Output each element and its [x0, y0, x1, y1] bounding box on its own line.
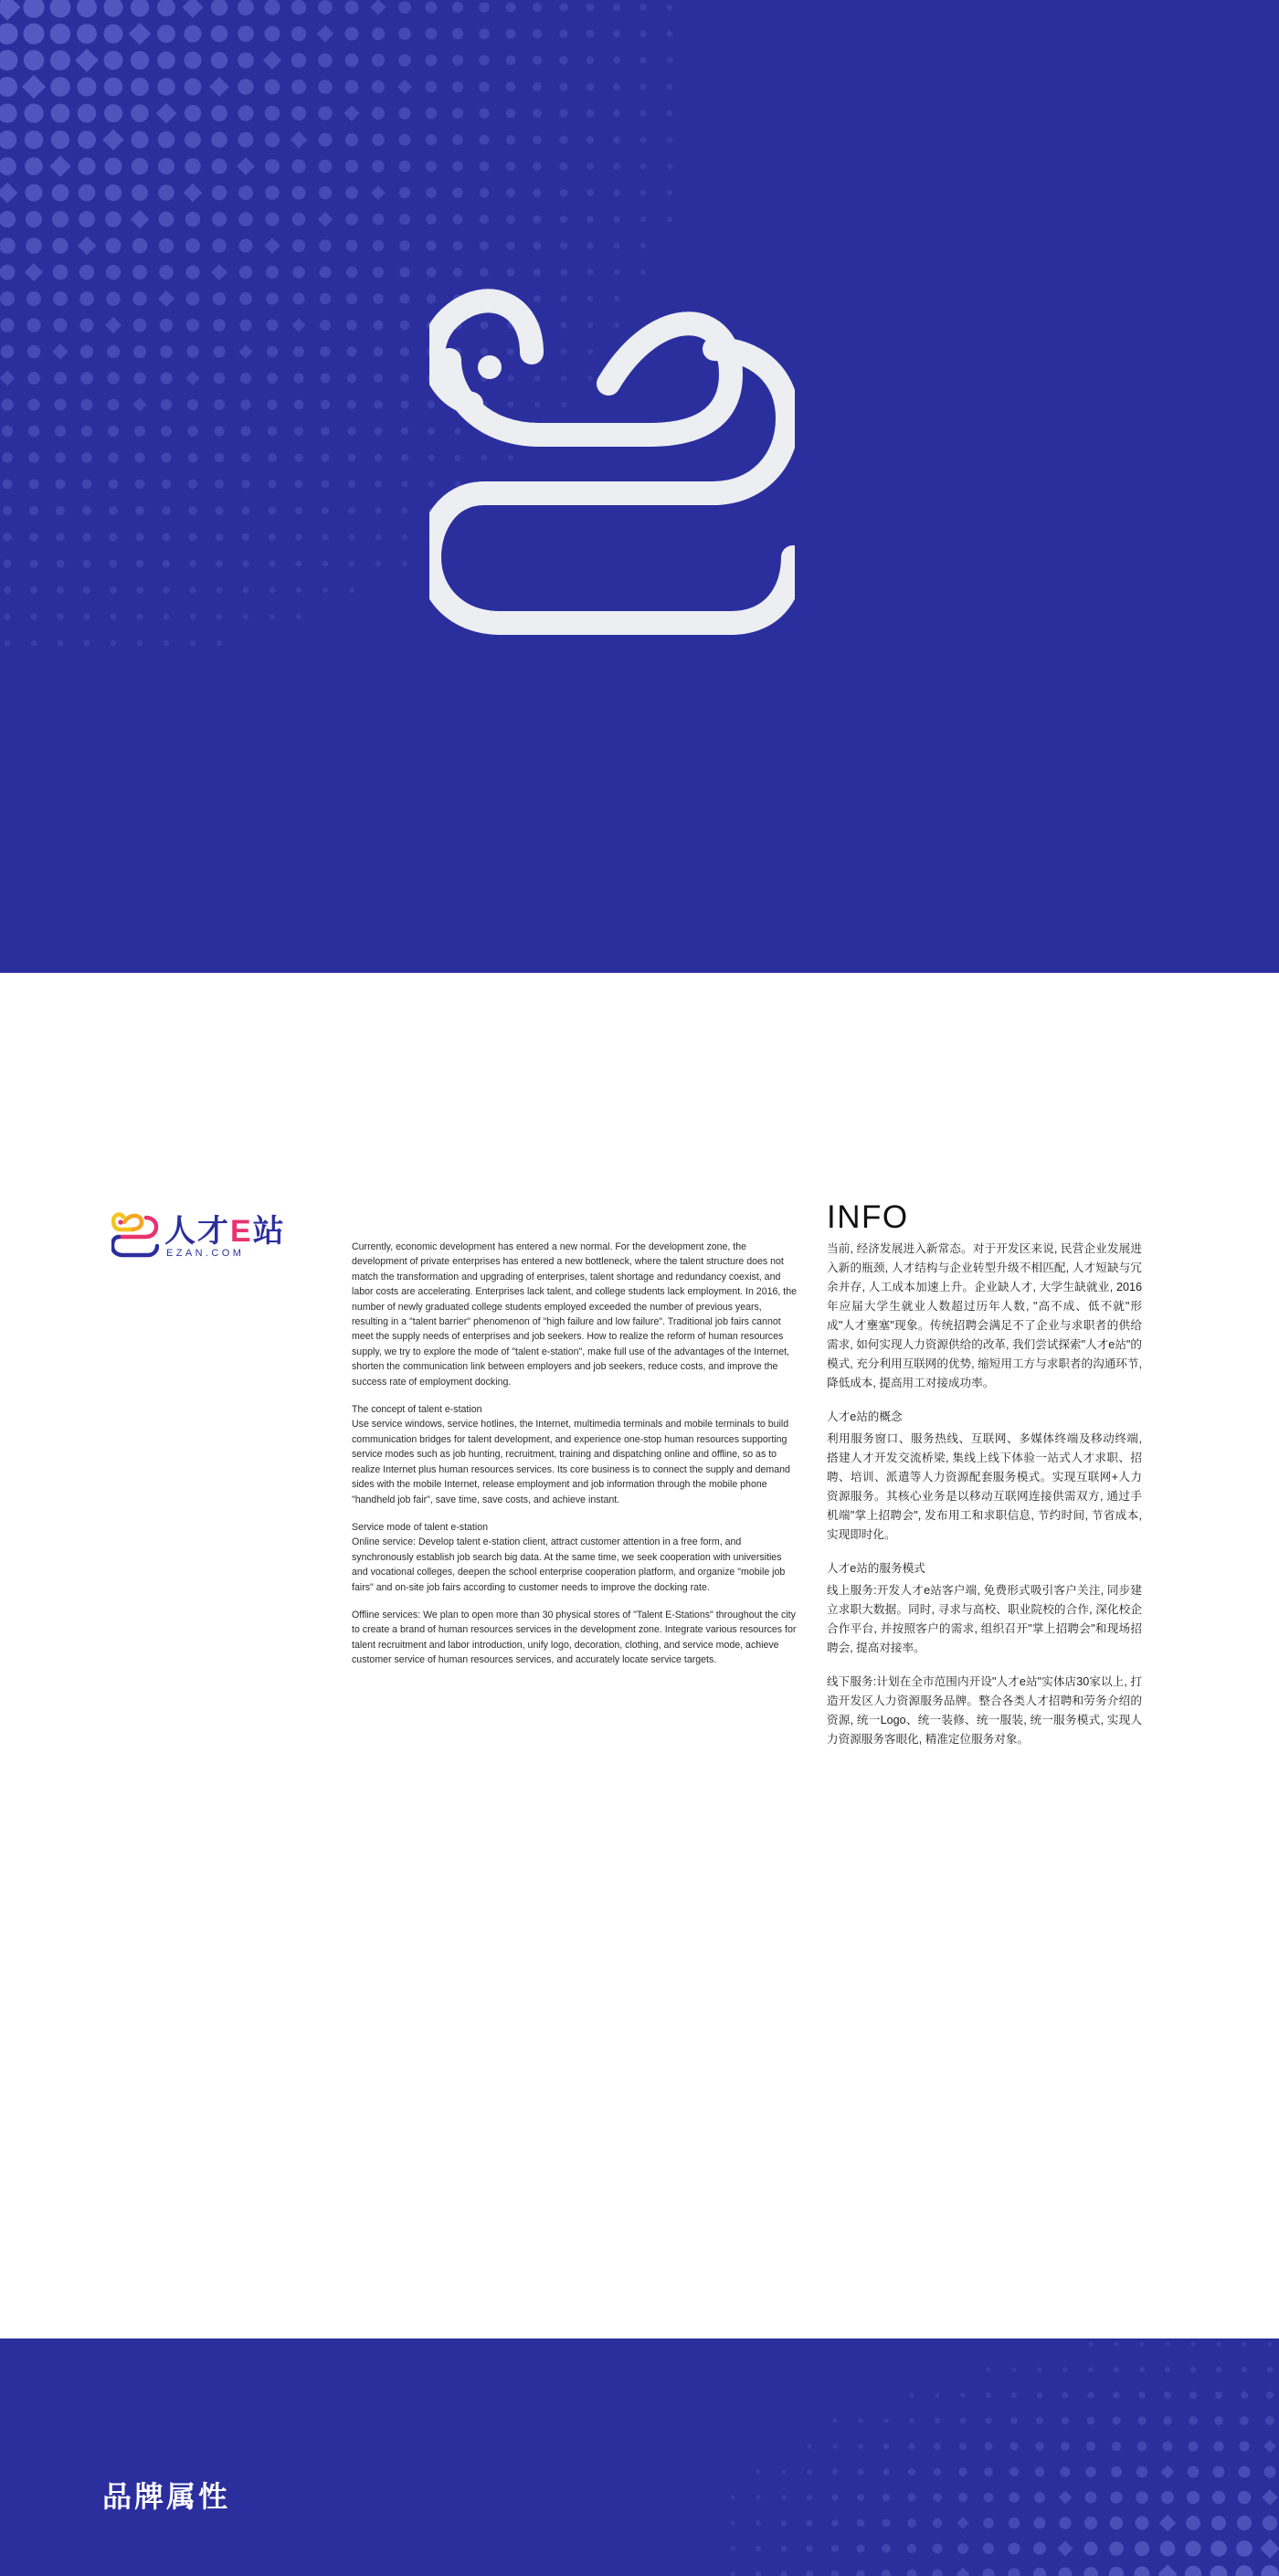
brand-logo: [111, 1206, 312, 1288]
english-heading-3: Service mode of talent e-station: [352, 1521, 488, 1533]
chinese-heading-2: 人才e站的概念: [827, 1410, 903, 1423]
footer-halftone-dots-pattern: [713, 2338, 1279, 2576]
chinese-heading-3: 人才e站的服务模式: [827, 1562, 925, 1575]
chinese-paragraph-1: 当前, 经济发展进入新常态。对于开发区来说, 民营企业发展进入新的瓶颈, 人才结构与企业转型升级不相匹配, 人才短缺与冗余并存, 人工成本加速上升。企业缺人才, 大学生缺就业, 2016年应届大学生就业人数超过历年人数, "高不成、低不就"形成"人才壅塞"现象。传统招聘会满足不了企业与求职者的供给需求, 如何实现人力资源供给的改革, 我们尝试探索"人才e站"的模式, 充分利用互联网的优势, 缩短用工方与求职者的沟通环节, 降低成本, 提高用工对接成功率。: [827, 1242, 1142, 1389]
english-heading-2: The concept of talent e-station: [352, 1404, 482, 1416]
chinese-paragraph-2: 利用服务窗口、服务热线、互联网、多媒体终端及移动终端, 搭建人才开发交流桥梁, 集线上线下体验一站式人才求职、招聘、培训、派遣等人力资源配套服务模式。实现互联网+人力资源服务。其核心业务是以移动互联网连接供需双方, 通过手机端"掌上招聘会", 发布用工和求职信息, 节约时间, 节省成本, 实现即时化。: [827, 1432, 1142, 1541]
hero-section: [0, 0, 1279, 973]
footer-title: 品牌属性: [102, 2480, 231, 2513]
english-paragraph-3: Online service: Develop talent e-station client, attract customer attention in a free form, and synchronously establish job search big data. At the same time, we seek cooperation with universities and vocational colleges, deepen the school enterprise cooperation platform, and organize "mobile job fairs" and on-site job fairs according to customer needs to improve the docking rate.: [352, 1536, 786, 1593]
content-section: [0, 973, 1279, 2338]
footer-section: [0, 2338, 1279, 2576]
info-title: INFO: [827, 1199, 909, 1235]
ezan-colored-e-icon: [111, 1208, 159, 1259]
logo-eye-dot: [478, 355, 502, 379]
brand-name-cn-suffix: 站: [252, 1214, 286, 1249]
chinese-text-column: [827, 1240, 1142, 1764]
english-paragraph-4: Offline services: We plan to open more than 30 physical stores of "Talent E-Stations" throughout the city to create a brand of human resources services in the development zone. Integrate various resources for talent recruitment and labor introduction, unify logo, decoration, clothing, and service mode, achieve customer service of human resources services, and accurately locate service targets.: [352, 1609, 797, 1666]
ezan-e-monogram-icon: [429, 265, 795, 649]
brand-name-cn-prefix: 人才: [164, 1214, 230, 1249]
brand-name-en: EZAN.COM: [166, 1248, 245, 1259]
chinese-paragraph-3: 线上服务:开发人才e站客户端, 免费形式吸引客户关注, 同步建立求职大数据。同时, 寻求与高校、职业院校的合作, 深化校企合作平台, 并按照客户的需求, 组织召开"掌上招聘会"和现场招聘会, 提高对接率。: [827, 1584, 1142, 1654]
chinese-paragraph-4: 线下服务:计划在全市范围内开设"人才e站"实体店30家以上, 打造开发区人力资源服务品牌。整合各类人才招聘和劳务介绍的资源, 统一Logo、统一装修、统一服装, 统一服务模式, 实现人力资源服务客眼化, 精准定位服务对象。: [827, 1675, 1142, 1746]
english-text-column: [352, 1240, 799, 1681]
brand-name-cn: [164, 1206, 286, 1251]
brand-name-cn-e: E: [230, 1214, 253, 1249]
english-paragraph-1: Currently, economic development has entered a new normal. For the development zone, the development of private enterprises has entered a new bottleneck, where the talent structure does not match the transformation and upgrading of enterprises, talent shortage and redundancy coexist, and labor costs are accelerating. Enterprises lack talent, and college students lack employment. In 2016, the number of newly graduated college students employed exceeded the number of previous years, resulting in a "talent barrier" phenomenon of "high failure and low failure". Traditional job fairs cannot meet the supply needs of enterprises and job seekers. How to realize the reform of human resources supply, we try to explore the mode of "talent e-station", make full use of the advantages of the Internet, shorten the communication link between employers and job seekers, reduce costs, and improve the success rate of employment docking.: [352, 1241, 797, 1388]
english-paragraph-2: Use service windows, service hotlines, the Internet, multimedia terminals and mobile terminals to build communication bridges for talent development, and experience one-stop human resources supporting service modes such as job hunting, recruitment, training and dispatching online and offline, so as to realize Internet plus human resources services. Its core business is to connect the supply and demand sides with the mobile Internet, release employment and job information through the mobile phone "handheld job fair", save time, save costs, and achieve instant.: [352, 1419, 790, 1505]
